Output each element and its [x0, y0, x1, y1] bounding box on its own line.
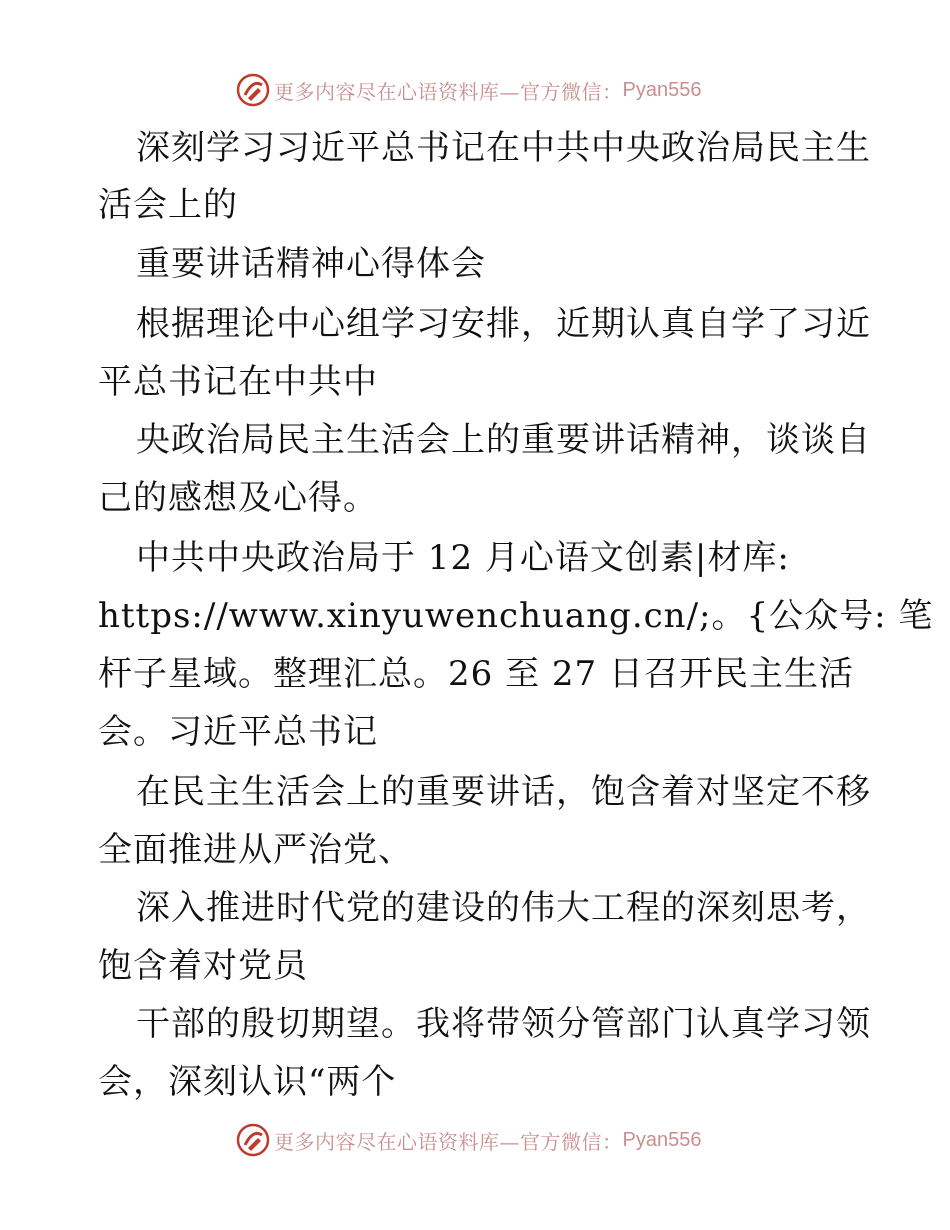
paragraph-line: https://www.xinyuwenchuang.cn/;。{公众号: 笔 [98, 596, 934, 636]
paragraph-line: 中共中央政治局于 12 月心语文创素|材库: [136, 538, 790, 578]
document-title-line-3: 重要讲话精神心得体会 [136, 244, 486, 284]
library-logo-icon [236, 1123, 270, 1157]
header-banner-handle: Pyan556 [622, 78, 702, 101]
paragraph-line: 杆子星域。整理汇总。26 至 27 日召开民主生活 [98, 654, 854, 694]
paragraph-line: 饱含着对党员 [98, 946, 308, 986]
header-banner-text: 更多内容尽在心语资料库—官方微信： [274, 79, 623, 104]
document-title-line-1: 深刻学习习近平总书记在中共中央政治局民主生 [136, 128, 871, 168]
footer-banner-handle: Pyan556 [622, 1128, 702, 1151]
document-title-line-2: 活会上的 [98, 185, 238, 225]
paragraph-line: 央政治局民主生活会上的重要讲话精神，谈谈自 [136, 420, 871, 460]
paragraph-line: 根据理论中心组学习安排，近期认真自学了习近 [136, 304, 871, 344]
header-banner [236, 70, 701, 110]
paragraph-line: 全面推进从严治党、 [98, 830, 413, 870]
paragraph-line: 会。习近平总书记 [98, 712, 378, 752]
paragraph-line: 干部的殷切期望。我将带领分管部门认真学习领 [136, 1004, 871, 1044]
footer-banner [236, 1120, 701, 1160]
paragraph-line: 己的感想及心得。 [98, 478, 378, 518]
footer-banner-text: 更多内容尽在心语资料库—官方微信： [274, 1129, 623, 1154]
paragraph-line: 会，深刻认识“两个 [98, 1062, 397, 1102]
paragraph-line: 平总书记在中共中 [98, 362, 378, 402]
paragraph-line: 深入推进时代党的建设的伟大工程的深刻思考， [136, 888, 871, 928]
library-logo-icon [236, 73, 270, 107]
paragraph-line: 在民主生活会上的重要讲话，饱含着对坚定不移 [136, 772, 871, 812]
